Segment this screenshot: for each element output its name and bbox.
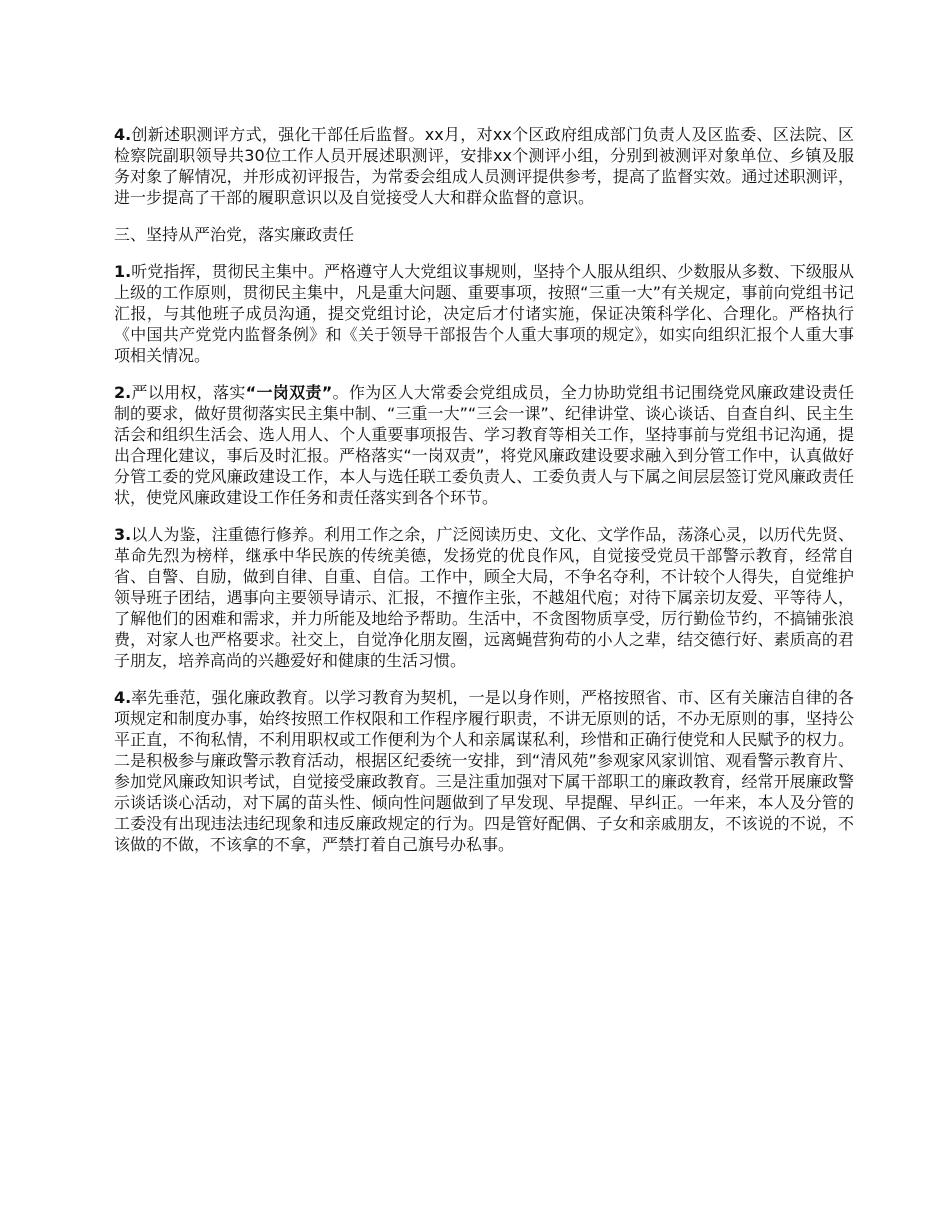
paragraph-number: 3. [114,525,132,544]
paragraph-4-integrity-education [114,687,854,855]
paragraph-text: 听党指挥，贯彻民主集中。严格遵守人大党组议事规则，坚持个人服从组织、少数服从多数、下级服从上级的工作原则，贯彻民主集中，凡是重大问题、重要事项，按照“三重一大”有关规定，事前向党组书记汇报，与其他班子成员沟通，提交党组讨论，决定后才付诸实施，保证决策科学化、合理化。严格执行《中国共产党党内监督条例》和《关于领导干部报告个人重大事项的规定》，如实向组织汇报个人重大事项相关情况。 [114,262,854,365]
paragraph-number: 1. [114,262,132,281]
paragraph-2-one-post-two-duties [114,382,854,508]
paragraph-text: 严以用权，落实 [131,383,246,402]
paragraph-text: 创新述职测评方式，强化干部任后监督。xx月，对xx个区政府组成部门负责人及区监委、区法院、区检察院副职领导共30位工作人员开展述职测评，安排xx个测评小组，分别到被测评对象单位、乡镇及服务对象了解情况，并形成初评报告，为常委会组成人员测评提供参考，提高了监督实效。通过述职测评，进一步提高了干部的履职意识以及自觉接受人大和群众监督的意识。 [114,125,854,207]
paragraph-number: 2. [114,383,132,402]
paragraph-number: 4. [114,125,132,144]
paragraph-number: 4. [114,688,132,707]
paragraph-emphasis: “一岗双责” [245,383,333,402]
paragraph-text: 。作为区人大常委会党组成员，全力协助党组书记围绕党风廉政建设责任制的要求，做好贯彻落实民主集中制、“三重一大”“三会一课”、纪律讲堂、谈心谈话、自查自纠、民主生活会和组织生活会、选人用人、个人重要事项报告、学习教育等相关工作，坚持事前与党组书记沟通，提出合理化建议，事后及时汇报。严格落实“一岗双责”，将党风廉政建设要求融入到分管工作中，认真做好分管工委的党风廉政建设工作，本人与选任联工委负责人、工委负责人与下属之间层层签订党风廉政责任状，使党风廉政建设工作任务和责任落实到各个环节。 [114,383,854,507]
paragraph-text: 率先垂范，强化廉政教育。以学习教育为契机，一是以身作则，严格按照省、市、区有关廉洁自律的各项规定和制度办事，始终按照工作权限和工作程序履行职责，不讲无原则的话，不办无原则的事，坚持公平正直，不徇私情，不利用职权或工作便利为个人和亲属谋私利，珍惜和正确行使党和人民赋予的权力。二是积极参与廉政警示教育活动，根据区纪委统一安排，到“清风苑”参观家风家训馆、观看警示教育片、参加党风廉政知识考试，自觉接受廉政教育。三是注重加强对下属干部职工的廉政教育，经常开展廉政警示谈话谈心活动，对下属的苗头性、倾向性问题做到了早发现、早提醒、早纠正。一年来，本人及分管的工委没有出现违法违纪现象和违反廉政规定的行为。四是管好配偶、子女和亲戚朋友，不该说的不说，不该做的不做，不该拿的不拿，严禁打着自己旗号办私事。 [114,688,854,854]
document-page [114,124,854,871]
section-heading: 三、坚持从严治党，落实廉政责任 [114,225,355,244]
paragraph-1-democratic-centralism [114,261,854,366]
paragraph-text: 以人为鉴，注重德行修养。利用工作之余，广泛阅读历史、文化、文学作品，荡涤心灵，以历代先贤、革命先烈为榜样，继承中华民族的传统美德，发扬党的优良作风，自觉接受党员干部警示教育，经常自省、自警、自励，做到自律、自重、自信。工作中，顾全大局，不争名夺利，不计较个人得失，自觉维护领导班子团结，遇事向主要领导请示、汇报，不擅作主张，不越俎代庖；对待下属亲切友爱、平等待人，了解他们的困难和需求，并力所能及地给予帮助。生活中，不贪图物质享受，厉行勤俭节约，不搞铺张浪费，对家人也严格要求。社交上，自觉净化朋友圈，远离蝇营狗苟的小人之辈，结交德行好、素质高的君子朋友，培养高尚的兴趣爱好和健康的生活习惯。 [114,525,854,670]
paragraph-3-moral-cultivation [114,524,854,671]
paragraph-4-review [114,124,854,208]
